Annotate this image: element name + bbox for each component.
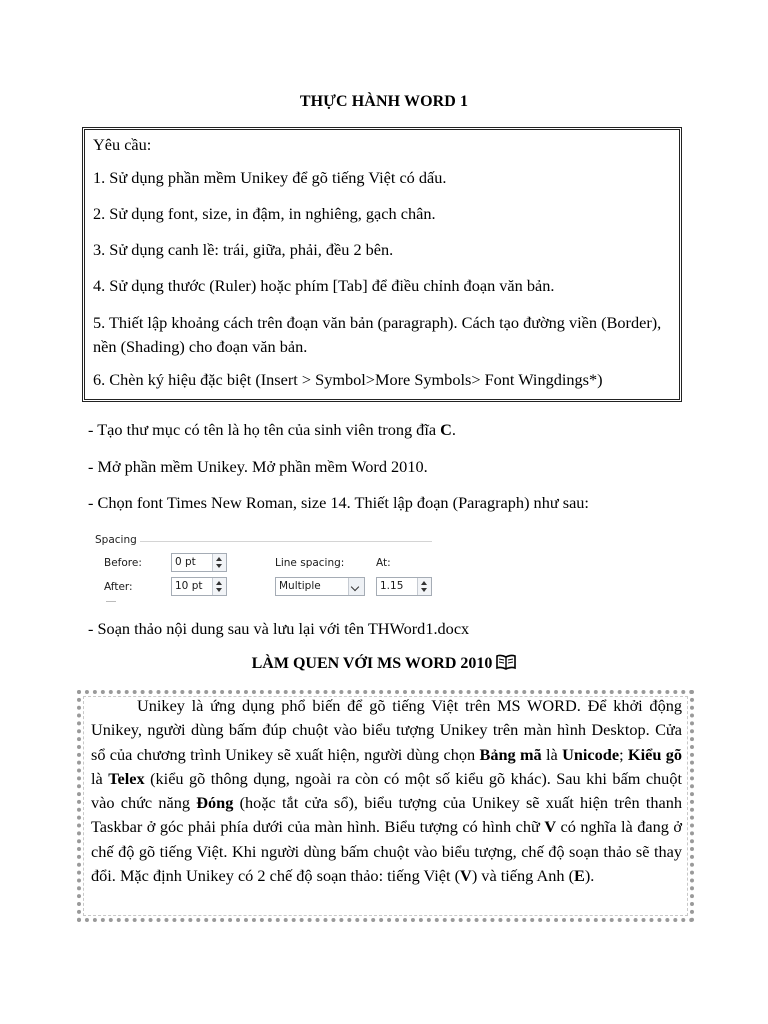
at-label: At:	[376, 557, 391, 569]
bold-term: E	[574, 866, 585, 886]
requirement-item-1: 1. Sử dụng phần mềm Unikey để gõ tiếng Việt có dấu.	[93, 168, 447, 187]
spin-up-icon[interactable]	[216, 581, 222, 585]
requirements-heading: Yêu cầu:	[93, 135, 152, 154]
line-spacing-label: Line spacing:	[275, 557, 345, 569]
paragraph-text: là	[541, 744, 563, 764]
at-spin-buttons[interactable]	[417, 578, 431, 595]
bold-term: Đóng	[196, 793, 234, 813]
step-compose-save: - Soạn thảo nội dung sau và lưu lại với tên THWord1.docx	[88, 619, 470, 638]
paragraph-text: là	[91, 768, 109, 788]
bold-term: V	[544, 817, 557, 837]
step-create-folder	[88, 419, 456, 440]
bold-term: Kiểu gõ	[627, 744, 682, 764]
after-spin-buttons[interactable]	[212, 578, 226, 595]
before-value: 0 pt	[175, 556, 196, 568]
paragraph-text: ).	[584, 866, 595, 886]
line-spacing-value: Multiple	[279, 580, 321, 592]
spin-down-icon[interactable]	[421, 588, 427, 592]
requirements-box	[82, 127, 682, 402]
requirement-item-6: 6. Chèn ký hiệu đặc biệt (Insert > Symbol>More Symbols> Font Wingdings*)	[93, 370, 603, 389]
before-label: Before:	[104, 557, 142, 569]
before-spinner[interactable]	[171, 553, 227, 572]
section-title-text: LÀM QUEN VỚI MS WORD 2010	[251, 655, 493, 672]
unikey-paragraph	[91, 694, 682, 888]
spin-up-icon[interactable]	[421, 581, 427, 585]
requirement-item-2: 2. Sử dụng font, size, in đậm, in nghiêng, gạch chân.	[93, 204, 436, 223]
paragraph-text: Unikey là ứng dụng phổ biến để gõ tiếng Việt trên MS WORD. Để khởi động Unikey, người dùng bấm đúp chuột vào biểu tượng Unikey trên màn hình Desktop. Cửa sổ của chương trình Unikey sẽ xuất hiện, người dùng chọn	[91, 696, 682, 764]
bold-term: Telex	[108, 768, 145, 788]
page-title: THỰC HÀNH WORD 1	[299, 93, 469, 110]
line-spacing-select[interactable]	[275, 577, 365, 596]
at-spinner[interactable]	[376, 577, 432, 596]
bold-term: Unicode	[562, 744, 620, 764]
paragraph-text: ;	[619, 744, 628, 764]
spin-down-icon[interactable]	[216, 564, 222, 568]
spacing-dialog	[92, 532, 432, 604]
requirement-item-3: 3. Sử dụng canh lề: trái, giữa, phải, đều 2 bên.	[93, 240, 394, 259]
bold-term: V	[460, 866, 472, 886]
spin-down-icon[interactable]	[216, 588, 222, 592]
requirement-item-4: 4. Sử dụng thước (Ruler) hoặc phím [Tab] để điều chỉnh đoạn văn bản.	[93, 276, 555, 295]
spacing-group-rule	[140, 541, 432, 542]
paragraph-text: (kiểu gõ thông dụng, ngoài ra còn có một số kiểu gõ khác). Sau khi bấm chuột vào chức năng	[91, 768, 682, 813]
at-value: 1.15	[380, 580, 404, 592]
paragraph-text: (hoặc tắt cửa sổ), biểu tượng của Unikey sẽ xuất hiện trên thanh Taskbar ở góc phải phía dưới của màn hình. Biểu tượng có hình chữ	[91, 793, 682, 837]
section-title	[0, 654, 768, 675]
chevron-down-icon[interactable]	[348, 578, 364, 595]
paragraph-text: ) và tiếng Anh (	[471, 866, 574, 886]
bold-term: Bảng mã	[479, 744, 542, 764]
after-value: 10 pt	[175, 580, 203, 592]
after-label: After:	[104, 581, 133, 593]
after-spinner[interactable]	[171, 577, 227, 596]
step-open-apps: - Mở phần mềm Unikey. Mở phần mềm Word 2010.	[88, 457, 428, 476]
step-create-folder-end: .	[451, 420, 456, 439]
before-spin-buttons[interactable]	[212, 554, 226, 571]
requirement-item-5: 5. Thiết lập khoảng cách trên đoạn văn bản (paragraph). Cách tạo đường viền (Border), nền (Shading) cho đoạn văn bản.	[93, 313, 662, 356]
dialog-edge-tick	[106, 601, 116, 602]
spacing-group-title: Spacing	[95, 534, 137, 546]
step-font-paragraph: - Chọn font Times New Roman, size 14. Thiết lập đoạn (Paragraph) như sau:	[88, 493, 589, 512]
drive-letter: C	[440, 420, 452, 439]
paragraph-text: có nghĩa là đang ở chế độ gõ tiếng Việt. Khi người dùng bấm chuột vào biểu tượng, chế độ soạn thảo sẽ thay đổi. Mặc định Unikey có 2 chế độ soạn thảo: tiếng Việt (	[91, 817, 682, 886]
spin-up-icon[interactable]	[216, 557, 222, 561]
open-book-icon	[496, 654, 516, 675]
step-create-folder-text: - Tạo thư mục có tên là họ tên của sinh viên trong đĩa	[88, 420, 441, 439]
